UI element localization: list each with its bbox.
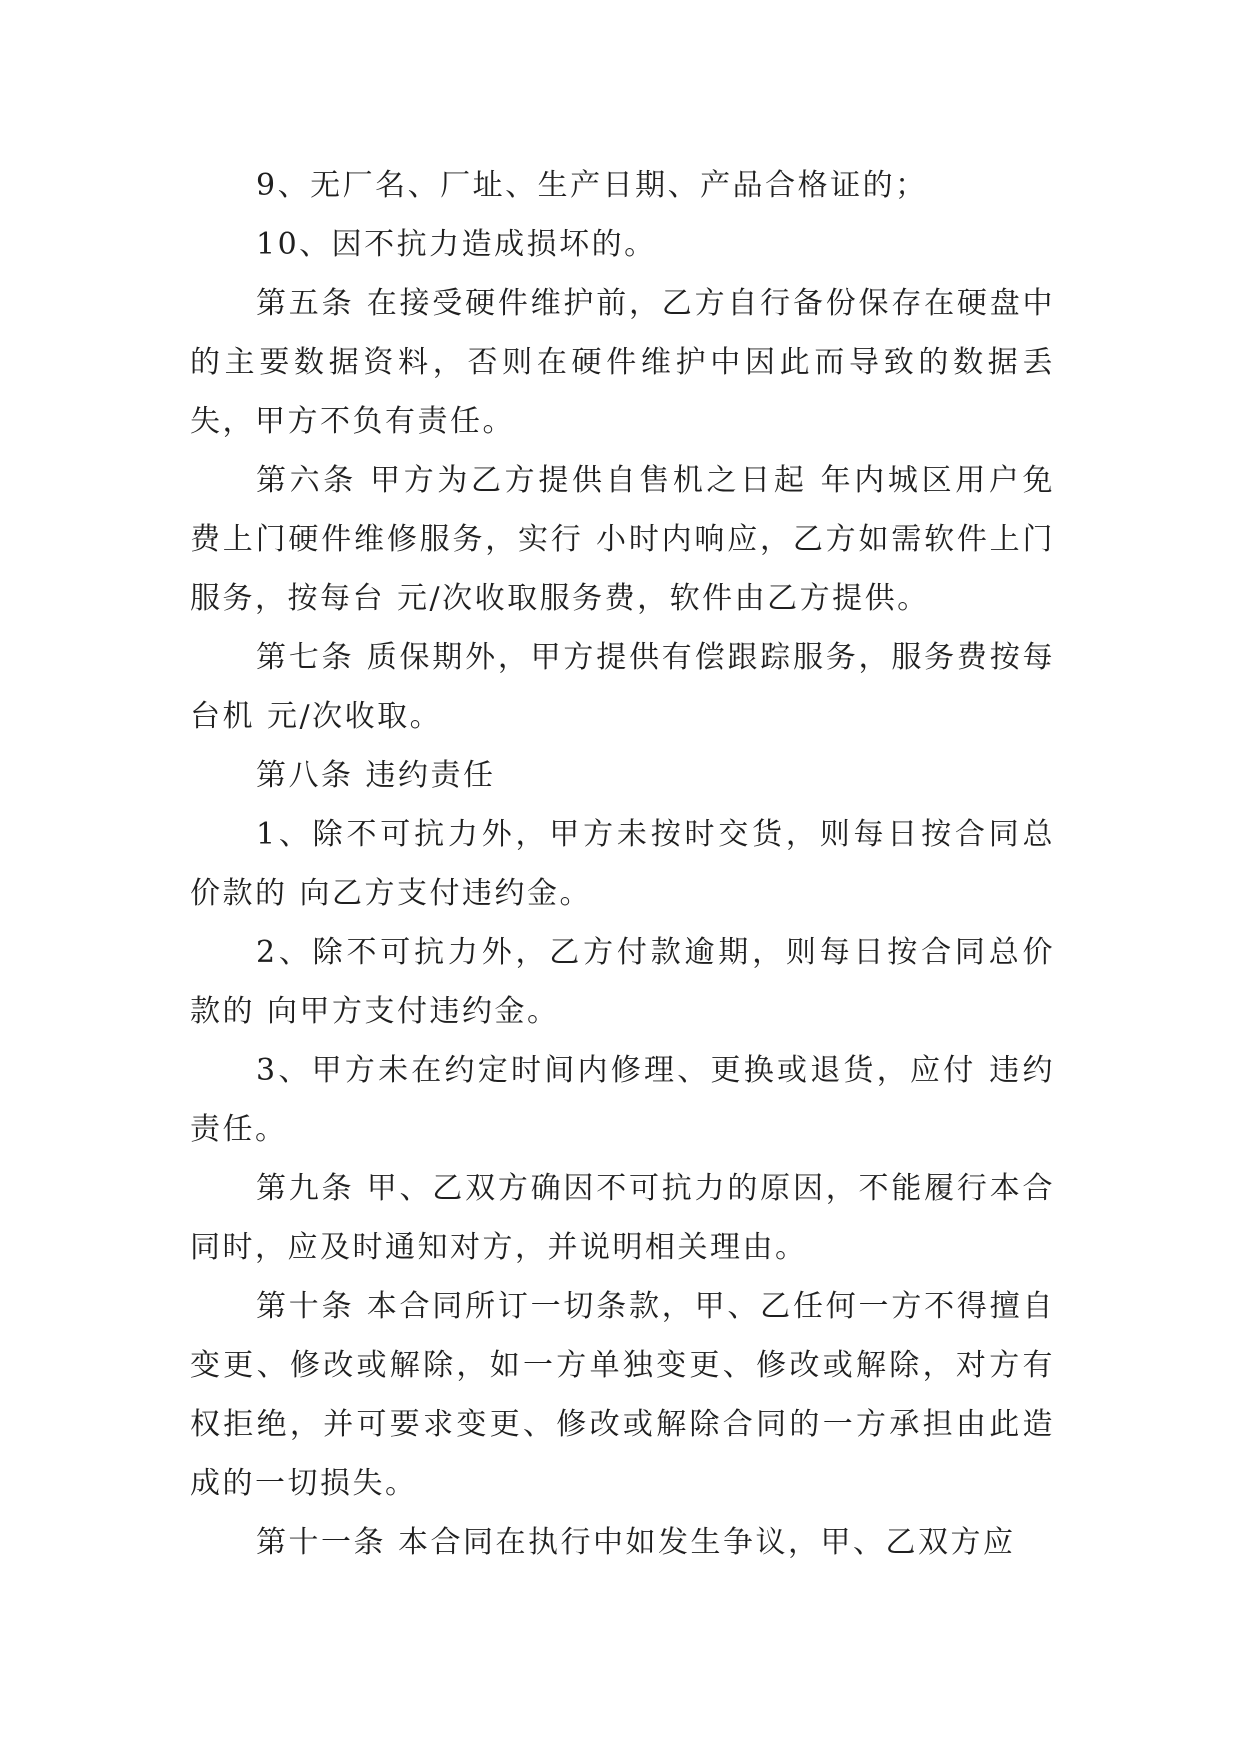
paragraph-item-9: 9、无厂名、厂址、生产日期、产品合格证的； (256, 168, 928, 203)
document-body (190, 156, 1055, 1572)
article-9: 第九条 甲、乙双方确因不可抗力的原因，不能履行本合同时，应及时通知对方，并说明相关理由。 (190, 1171, 1055, 1265)
article-5: 第五条 在接受硬件维护前，乙方自行备份保存在硬盘中的主要数据资料，否则在硬件维护中因此而导致的数据丢失，甲方不负有责任。 (190, 286, 1055, 439)
article-11: 第十一条 本合同在执行中如发生争议，甲、乙双方应 (256, 1525, 1016, 1560)
liability-item-2: 2、除不可抗力外，乙方付款逾期，则每日按合同总价款的 向甲方支付违约金。 (190, 935, 1055, 1029)
paragraph-item-10: 10、因不抗力造成损坏的。 (256, 227, 657, 262)
article-10: 第十条 本合同所订一切条款，甲、乙任何一方不得擅自变更、修改或解除，如一方单独变更、修改或解除，对方有权拒绝，并可要求变更、修改或解除合同的一方承担由此造成的一切损失。 (190, 1289, 1055, 1501)
article-8-heading: 第八条 违约责任 (256, 758, 496, 793)
liability-item-3: 3、甲方未在约定时间内修理、更换或退货，应付 违约责任。 (190, 1053, 1055, 1147)
article-7: 第七条 质保期外，甲方提供有偿跟踪服务，服务费按每台机 元/次收取。 (190, 640, 1055, 734)
article-6: 第六条 甲方为乙方提供自售机之日起 年内城区用户免费上门硬件维修服务，实行 小时内响应，乙方如需软件上门服务，按每台 元/次收取服务费，软件由乙方提供。 (190, 463, 1055, 616)
liability-item-1: 1、除不可抗力外，甲方未按时交货，则每日按合同总价款的 向乙方支付违约金。 (190, 817, 1055, 911)
